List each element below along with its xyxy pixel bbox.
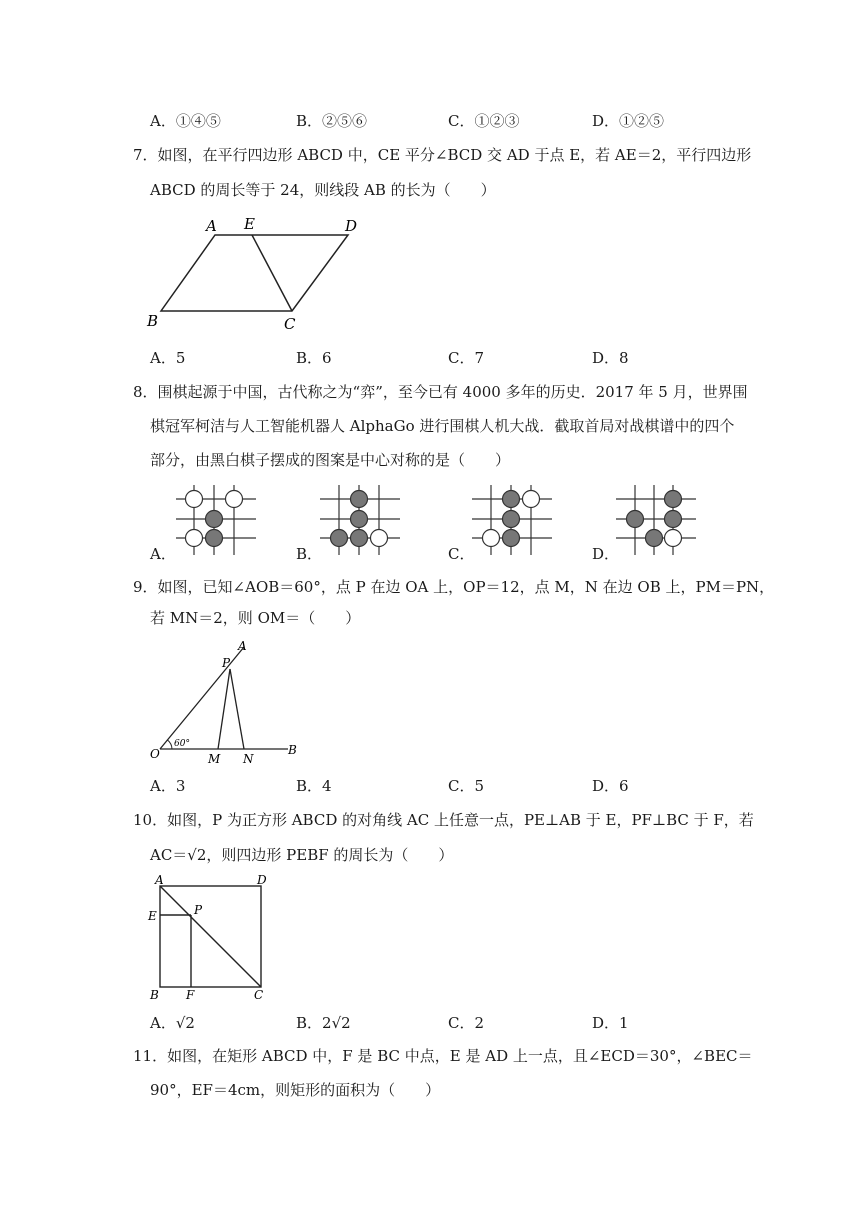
q7-label-d: D [345,217,358,235]
q9-label-angle: 60° [174,739,190,749]
q7-label-e: E [244,215,255,233]
q9-label-m: M [208,752,221,766]
q9-label-p: P [222,656,231,670]
q8-go-pattern-a [176,485,256,557]
q7-label-c: C [284,315,296,333]
q6-option-b: B．②⑤⑥ [296,112,368,130]
q7-option-b: B．6 [296,349,332,367]
q9-text-line-1: 9．如图，已知∠AOB＝60°，点 P 在边 OA 上，OP＝12，点 M，N 在边 OB 上，PM＝PN， [133,578,775,596]
q8-option-c-label: C． [448,545,475,563]
q9-option-b: B．4 [296,777,332,795]
q7-label-b: B [147,312,159,330]
q9-option-d: D．6 [592,777,629,795]
q7-option-a: A．5 [150,349,186,367]
q8-option-b-label: B． [296,545,323,563]
q9-label-o: O [150,747,160,761]
q10-label-e: E [148,909,157,923]
q7-option-c: C．7 [448,349,485,367]
q10-label-p: P [194,903,203,917]
q9-option-c: C．5 [448,777,485,795]
q9-angle-figure [148,638,308,768]
q8-text-line-1: 8．围棋起源于中国，古代称之为“弈”，至今已有 4000 多年的历史．2017 年 5 月，世界围 [133,383,748,401]
q7-label-a: A [206,217,217,235]
q6-option-c: C．①②③ [448,112,520,130]
q10-text-line-2: AC＝√2，则四边形 PEBF 的周长为（ ） [150,846,454,864]
q10-option-b: B．2√2 [296,1014,351,1032]
q10-label-d: D [257,873,267,887]
q10-label-b: B [150,988,159,1002]
q9-label-a: A [238,639,247,653]
q6-option-d: D．①②⑤ [592,112,665,130]
q8-go-pattern-d [616,485,696,557]
q10-option-a: A．√2 [150,1014,195,1032]
q7-text-line-2: ABCD 的周长等于 24，则线段 AB 的长为（ ） [150,181,496,199]
q8-go-pattern-b [320,485,400,557]
q10-text-line-1: 10．如图，P 为正方形 ABCD 的对角线 AC 上任意一点，PE⊥AB 于 E，PF⊥BC 于 F，若 [133,811,754,829]
q8-option-d-label: D． [592,545,620,563]
q7-text-line-1: 7．如图，在平行四边形 ABCD 中，CE 平分∠BCD 交 AD 于点 E，若 AE＝2，平行四边形 [133,146,752,164]
q10-label-a: A [155,873,164,887]
q10-square-figure [145,870,275,1005]
q7-parallelogram-figure [140,210,370,335]
q8-text-line-2: 棋冠军柯洁与人工智能机器人 AlphaGo 进行围棋人机大战．截取首局对战棋谱中的四个 [150,417,735,435]
q10-label-c: C [254,988,264,1002]
q8-go-pattern-c [472,485,552,557]
q7-option-d: D．8 [592,349,629,367]
q9-label-n: N [243,752,254,766]
q9-option-a: A．3 [150,777,186,795]
q8-text-line-3: 部分，由黑白棋子摆成的图案是中心对称的是（ ） [150,451,511,469]
q9-text-line-2: 若 MN＝2，则 OM＝（ ） [150,609,361,627]
q8-option-a-label: A． [150,545,176,563]
q10-option-d: D．1 [592,1014,629,1032]
q11-text-line-2: 90°，EF＝4cm，则矩形的面积为（ ） [150,1081,441,1099]
q6-option-a: A．①④⑤ [150,112,221,130]
q9-label-b: B [288,743,297,757]
q11-text-line-1: 11．如图，在矩形 ABCD 中，F 是 BC 中点，E 是 AD 上一点，且∠ECD＝30°，∠BEC＝ [133,1047,753,1065]
q10-option-c: C．2 [448,1014,485,1032]
q10-label-f: F [186,988,195,1002]
